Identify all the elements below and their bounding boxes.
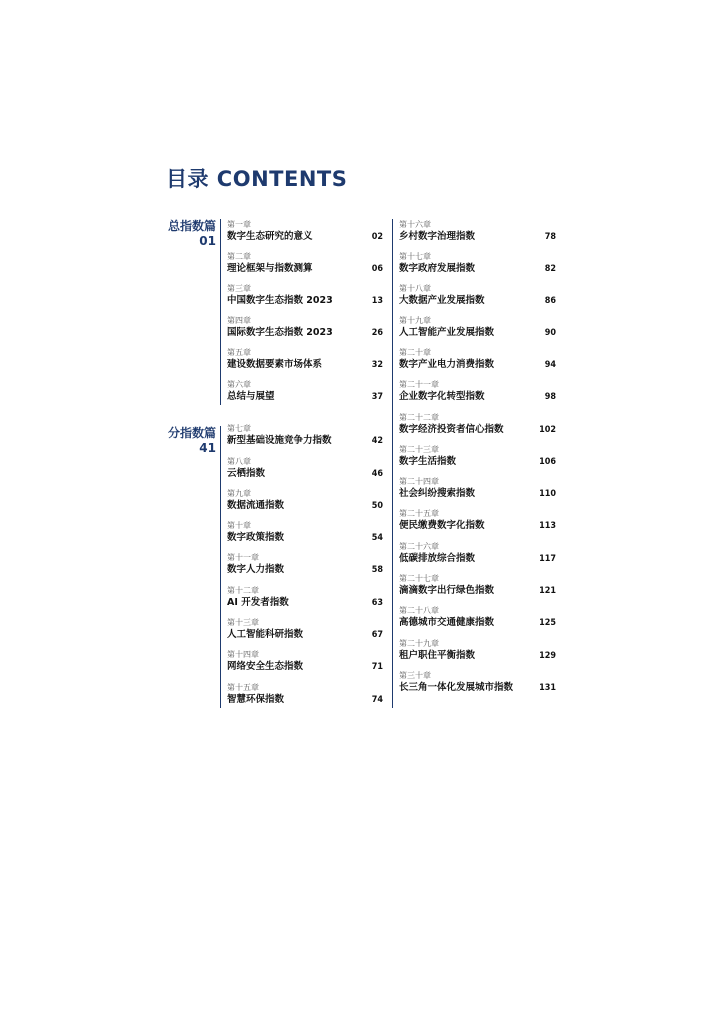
chapter-label: 第十章 xyxy=(227,521,251,530)
chapter-page: 82 xyxy=(544,264,556,274)
chapter-label: 第二十章 xyxy=(399,348,431,357)
chapter-label: 第十一章 xyxy=(227,553,259,562)
chapter-page: 121 xyxy=(539,586,556,596)
chapter-label: 第二十九章 xyxy=(399,639,439,648)
chapter-page: 129 xyxy=(539,651,556,661)
chapter-page: 26 xyxy=(371,328,383,338)
chapter-label: 第八章 xyxy=(227,457,251,466)
chapter-page: 74 xyxy=(371,695,383,705)
chapter-title: 国际数字生态指数 2023 xyxy=(227,327,333,338)
chapter-page: 54 xyxy=(371,533,383,543)
chapter-title: 社会纠纷搜索指数 xyxy=(399,488,476,499)
chapter-page: 113 xyxy=(539,521,556,531)
chapter-label: 第十七章 xyxy=(399,252,431,261)
chapter-title: 租户职住平衡指数 xyxy=(399,650,476,661)
chapter-title: 网络安全生态指数 xyxy=(227,661,304,672)
toc-entry[interactable] xyxy=(227,683,383,711)
chapter-page: 98 xyxy=(544,392,556,402)
chapter-label: 第二十七章 xyxy=(399,574,439,583)
chapter-label: 第五章 xyxy=(227,348,251,357)
section-name: 总指数篇 xyxy=(167,219,216,233)
chapter-title: 低碳排放综合指数 xyxy=(399,553,476,564)
chapter-title: 云栖指数 xyxy=(227,468,266,479)
chapter-title: 数字生活指数 xyxy=(399,456,457,467)
chapter-page: 63 xyxy=(371,598,383,608)
toc-entry[interactable] xyxy=(227,618,383,646)
toc-entry[interactable] xyxy=(227,586,383,614)
section-sub xyxy=(166,426,216,456)
chapter-page: 117 xyxy=(539,554,556,564)
chapter-title: AI 开发者指数 xyxy=(227,597,289,608)
toc-entry[interactable] xyxy=(227,316,383,344)
chapter-title: 数字政策指数 xyxy=(227,532,285,543)
toc-entry[interactable] xyxy=(227,252,383,280)
chapter-label: 第三章 xyxy=(227,284,251,293)
chapter-label: 第一章 xyxy=(227,220,251,229)
chapter-title: 建设数据要素市场体系 xyxy=(227,359,323,370)
chapter-title: 企业数字化转型指数 xyxy=(399,391,485,402)
chapter-label: 第二十三章 xyxy=(399,445,439,454)
chapter-page: 71 xyxy=(371,662,383,672)
chapter-label: 第二十八章 xyxy=(399,606,439,615)
chapter-label: 第十二章 xyxy=(227,586,259,595)
toc-entry[interactable] xyxy=(399,348,556,376)
chapter-label: 第六章 xyxy=(227,380,251,389)
toc-entry[interactable] xyxy=(227,220,383,248)
toc-entry[interactable] xyxy=(399,477,556,505)
chapter-label: 第十六章 xyxy=(399,220,431,229)
chapter-label: 第二章 xyxy=(227,252,251,261)
chapter-label: 第二十二章 xyxy=(399,413,439,422)
toc-entry[interactable] xyxy=(399,509,556,537)
chapter-page: 02 xyxy=(371,232,383,242)
section-general xyxy=(166,219,216,249)
chapter-page: 50 xyxy=(371,501,383,511)
toc-entry[interactable] xyxy=(399,316,556,344)
toc-entry[interactable] xyxy=(399,252,556,280)
chapter-title: 数字经济投资者信心指数 xyxy=(399,424,504,435)
section-page: 41 xyxy=(199,441,216,455)
chapter-title: 人工智能产业发展指数 xyxy=(399,327,495,338)
toc-entry[interactable] xyxy=(399,413,556,441)
chapter-page: 32 xyxy=(371,360,383,370)
toc-entry[interactable] xyxy=(399,284,556,312)
chapter-title: 数字人力指数 xyxy=(227,564,285,575)
toc-entry[interactable] xyxy=(399,542,556,570)
chapter-label: 第十五章 xyxy=(227,683,259,692)
chapter-page: 06 xyxy=(371,264,383,274)
chapter-title: 总结与展望 xyxy=(227,391,275,402)
toc-entry[interactable] xyxy=(227,553,383,581)
chapter-label: 第二十四章 xyxy=(399,477,439,486)
toc-entry[interactable] xyxy=(227,284,383,312)
chapter-title: 便民缴费数字化指数 xyxy=(399,520,485,531)
section-page: 01 xyxy=(199,234,216,248)
chapter-page: 106 xyxy=(539,457,556,467)
chapter-label: 第二十六章 xyxy=(399,542,439,551)
toc-entry[interactable] xyxy=(399,606,556,634)
column-divider-line xyxy=(392,219,393,708)
chapter-title: 数字产业电力消费指数 xyxy=(399,359,495,370)
chapter-title: 人工智能科研指数 xyxy=(227,629,304,640)
chapter-page: 13 xyxy=(371,296,383,306)
chapter-page: 131 xyxy=(539,683,556,693)
chapter-title: 大数据产业发展指数 xyxy=(399,295,485,306)
chapter-page: 86 xyxy=(544,296,556,306)
chapter-page: 37 xyxy=(371,392,383,402)
chapter-label: 第十八章 xyxy=(399,284,431,293)
chapter-label: 第二十五章 xyxy=(399,509,439,518)
toc-entry[interactable] xyxy=(227,348,383,376)
chapter-page: 125 xyxy=(539,618,556,628)
chapter-label: 第七章 xyxy=(227,424,251,433)
chapter-page: 110 xyxy=(539,489,556,499)
chapter-page: 78 xyxy=(544,232,556,242)
toc-entry[interactable] xyxy=(227,650,383,678)
chapter-title: 长三角一体化发展城市指数 xyxy=(399,682,514,693)
toc-entry[interactable] xyxy=(227,489,383,517)
page-title: 目录 CONTENTS xyxy=(166,167,348,191)
chapter-page: 102 xyxy=(539,425,556,435)
chapter-title: 数字政府发展指数 xyxy=(399,263,476,274)
toc-entry[interactable] xyxy=(399,220,556,248)
chapter-title: 数据流通指数 xyxy=(227,500,285,511)
chapter-page: 58 xyxy=(371,565,383,575)
chapter-page: 90 xyxy=(544,328,556,338)
toc-entry[interactable] xyxy=(399,639,556,667)
chapter-label: 第十四章 xyxy=(227,650,259,659)
chapter-page: 46 xyxy=(371,469,383,479)
chapter-title: 滴滴数字出行绿色指数 xyxy=(399,585,495,596)
chapter-title: 高德城市交通健康指数 xyxy=(399,617,495,628)
toc-entry[interactable] xyxy=(399,445,556,473)
chapter-label: 第四章 xyxy=(227,316,251,325)
toc-entry[interactable] xyxy=(227,380,383,408)
toc-entry[interactable] xyxy=(227,521,383,549)
toc-entry[interactable] xyxy=(227,424,383,452)
toc-entry[interactable] xyxy=(399,671,556,699)
section-divider-line xyxy=(220,219,221,405)
chapter-label: 第十九章 xyxy=(399,316,431,325)
chapter-title: 数字生态研究的意义 xyxy=(227,231,313,242)
chapter-title: 新型基础设施竞争力指数 xyxy=(227,435,332,446)
chapter-title: 中国数字生态指数 2023 xyxy=(227,295,333,306)
chapter-page: 94 xyxy=(544,360,556,370)
chapter-label: 第九章 xyxy=(227,489,251,498)
chapter-page: 67 xyxy=(371,630,383,640)
chapter-title: 智慧环保指数 xyxy=(227,694,285,705)
chapter-page: 42 xyxy=(371,436,383,446)
chapter-label: 第二十一章 xyxy=(399,380,439,389)
toc-entry[interactable] xyxy=(227,457,383,485)
chapter-label: 第三十章 xyxy=(399,671,431,680)
section-divider-line xyxy=(220,426,221,708)
chapter-title: 理论框架与指数测算 xyxy=(227,263,313,274)
toc-entry[interactable] xyxy=(399,574,556,602)
chapter-title: 乡村数字治理指数 xyxy=(399,231,476,242)
section-name: 分指数篇 xyxy=(167,426,216,440)
chapter-label: 第十三章 xyxy=(227,618,259,627)
toc-entry[interactable] xyxy=(399,380,556,408)
